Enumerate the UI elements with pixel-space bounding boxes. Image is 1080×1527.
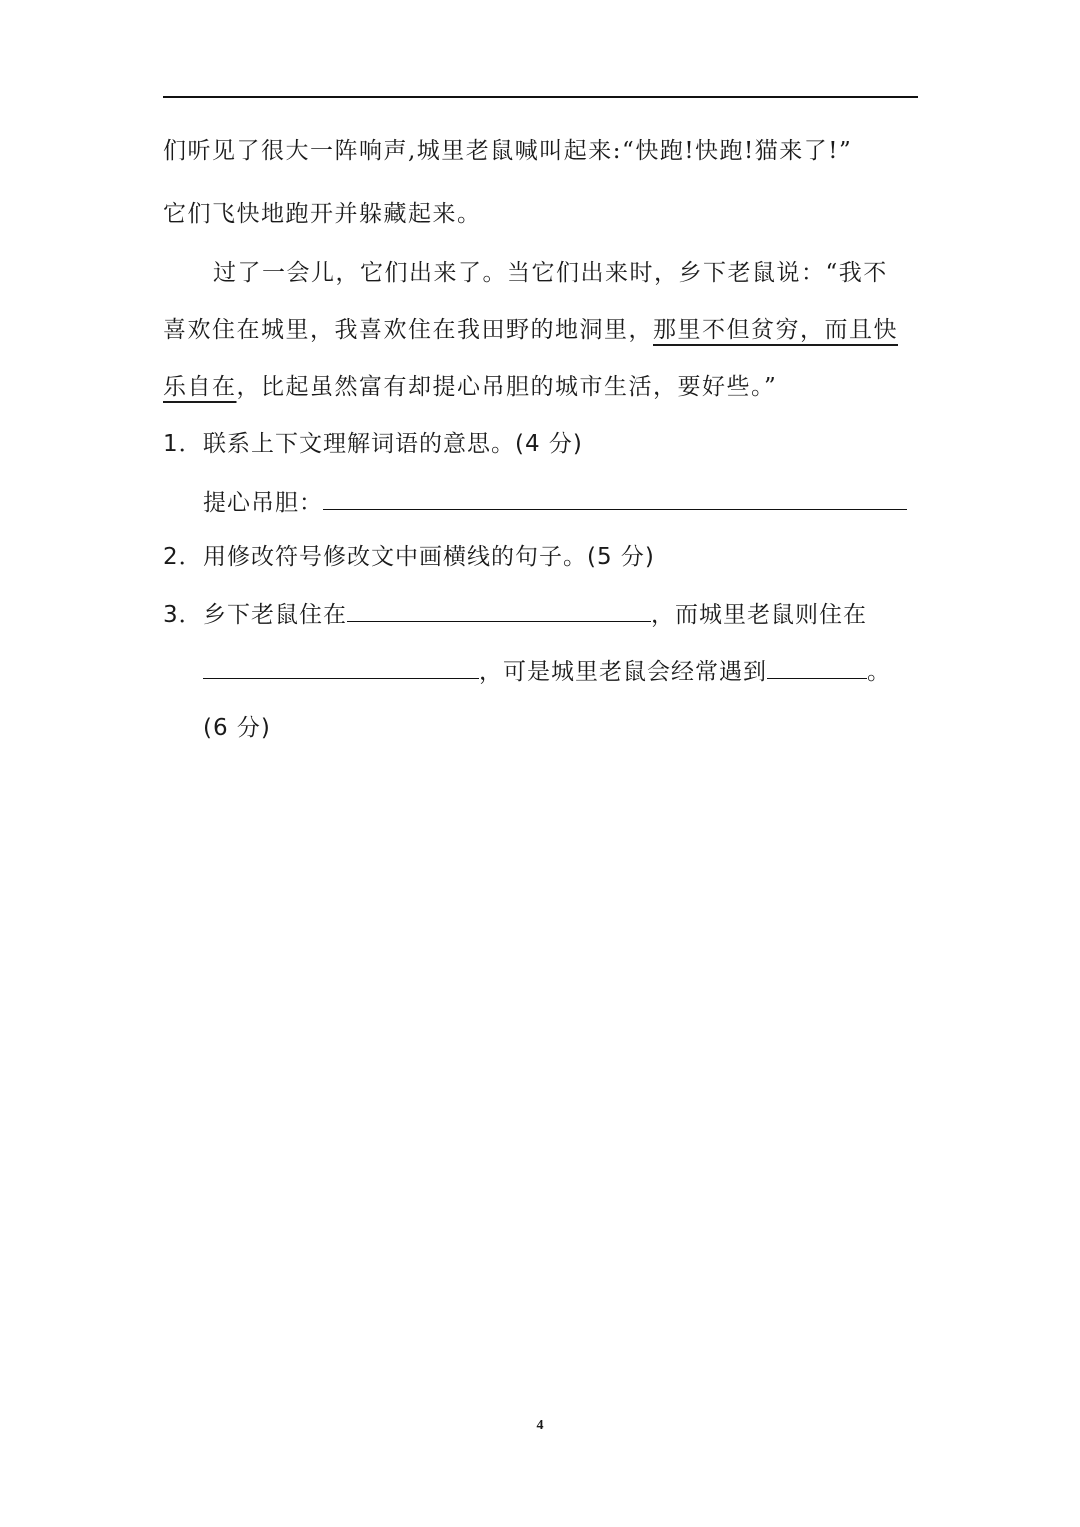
underlined-sentence-part-1: 那里不但贫穷，而且快: [653, 317, 898, 343]
question-1-answer-row: [203, 487, 918, 518]
question-2-prompt: [163, 542, 918, 572]
question-3-text-c: ，可是城里老鼠会经常遇到: [479, 659, 767, 685]
question-3-line-1: [163, 599, 918, 630]
passage-line-1: 们听见了很大一阵响声,城里老鼠喊叫起来:“快跑!快跑!猫来了!”: [163, 138, 853, 164]
question-3-number: 3．: [163, 602, 203, 628]
question-1-number: 1．: [163, 431, 203, 457]
passage-line-4-text: 喜欢住在城里，我喜欢住在我田野的地洞里，: [163, 317, 653, 343]
question-2-text: 用修改符号修改文中画横线的句子。(5 分): [203, 544, 655, 570]
passage-line-4: [163, 315, 918, 345]
passage-line-5-text: ，比起虽然富有却提心吊胆的城市生活，要好些。”: [236, 374, 778, 400]
question-1-answer-blank[interactable]: [323, 487, 907, 510]
question-2-number: 2．: [163, 544, 203, 570]
header-rule: [163, 96, 918, 98]
question-3-text-a: 乡下老鼠住在: [203, 602, 347, 628]
question-3-line-2: [203, 656, 918, 687]
question-1-prompt: [163, 429, 918, 459]
passage-line-2: 它们飞快地跑开并躲藏起来。: [163, 201, 482, 227]
passage-line-3: 过了一会儿，它们出来了。当它们出来时，乡下老鼠说：“我不: [213, 260, 888, 286]
page-number: 4: [536, 1418, 544, 1433]
question-3-blank-2[interactable]: [203, 656, 479, 679]
passage-line-5: [163, 372, 918, 402]
question-3-text-b: ，而城里老鼠则住在: [651, 602, 867, 628]
question-3-score: (6 分): [203, 715, 271, 741]
question-3-text-d: 。: [867, 659, 891, 685]
question-3-blank-3[interactable]: [767, 656, 867, 679]
question-1-text: 联系上下文理解词语的意思。(4 分): [203, 431, 583, 457]
underlined-sentence-part-2: 乐自在: [163, 374, 237, 400]
question-1-term-label: 提心吊胆：: [203, 490, 323, 516]
question-3-blank-1[interactable]: [347, 599, 651, 622]
